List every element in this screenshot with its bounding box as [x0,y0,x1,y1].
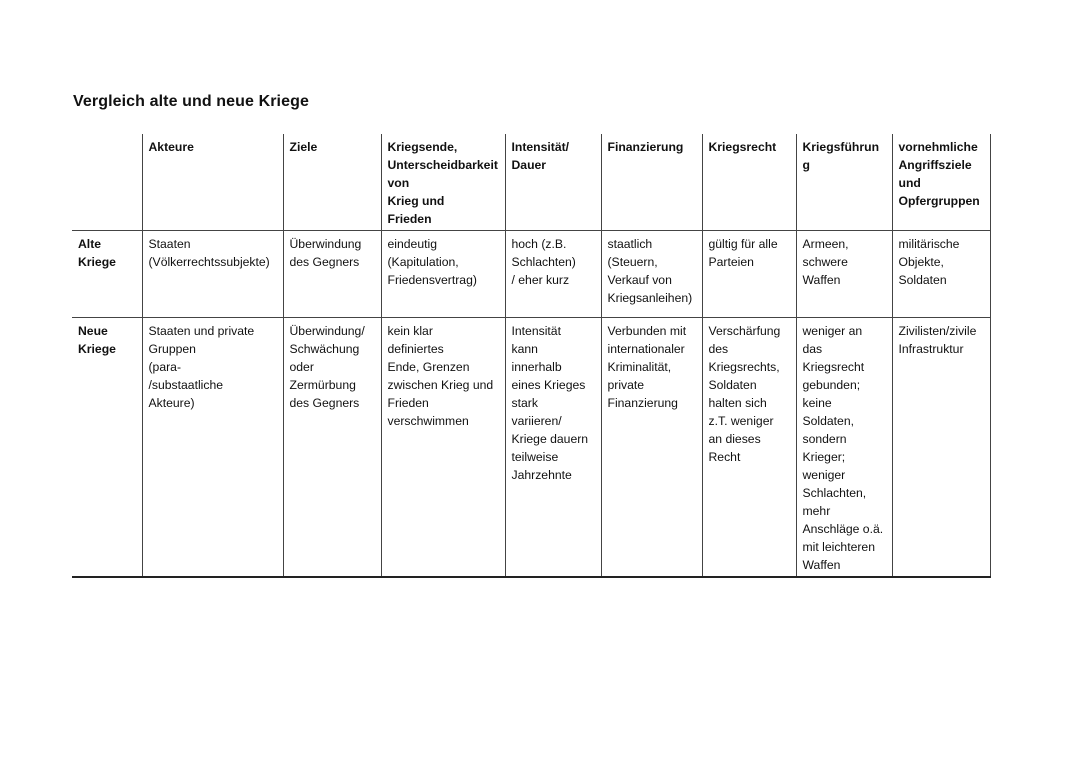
cell-neue-akteure: Staaten und private Gruppen (para- /substaatliche Akteure) [142,318,283,578]
cell-neue-kriegsfuehrung: weniger an das Kriegsrecht gebunden; keine Soldaten, sondern Krieger; weniger Schlachten, mehr Anschläge o.ä. mit leichteren Waffen [796,318,892,578]
column-header-kriegsrecht: Kriegsrecht [702,134,796,231]
cell-neue-ziele: Überwindung/ Schwächung oder Zermürbung des Gegners [283,318,381,578]
column-header-kriegsende: Kriegsende, Unterscheidbarkeit von Krieg und Frieden [381,134,505,231]
document-title: Vergleich alte und neue Kriege [73,93,309,110]
column-header-kriegsfuehrung: Kriegsführung [796,134,892,231]
cell-alte-kriegsrecht: gültig für alle Parteien [702,231,796,318]
cell-alte-ziele: Überwindung des Gegners [283,231,381,318]
row-header-neue-kriege: Neue Kriege [72,318,142,578]
cell-neue-intensitaet: Intensität kann innerhalb eines Krieges stark variieren/ Kriege dauern teilweise Jahrzehnte [505,318,601,578]
cell-alte-kriegsende: eindeutig (Kapitulation, Friedensvertrag) [381,231,505,318]
cell-neue-angriffsziele: Zivilisten/zivile Infrastruktur [892,318,990,578]
cell-alte-intensitaet: hoch (z.B. Schlachten) / eher kurz [505,231,601,318]
comparison-table [72,134,991,578]
header-corner-cell [72,134,142,231]
column-header-ziele: Ziele [283,134,381,231]
cell-neue-kriegsende: kein klar definiertes Ende, Grenzen zwischen Krieg und Frieden verschwimmen [381,318,505,578]
column-header-angriffsziele: vornehmliche Angriffsziele und Opfergruppen [892,134,990,231]
column-header-akteure: Akteure [142,134,283,231]
column-header-finanzierung: Finanzierung [601,134,702,231]
row-header-alte-kriege: Alte Kriege [72,231,142,318]
table-row-alte-kriege [72,231,990,318]
cell-neue-finanzierung: Verbunden mit internationaler Kriminalität, private Finanzierung [601,318,702,578]
header-row [72,134,990,231]
cell-alte-angriffsziele: militärische Objekte, Soldaten [892,231,990,318]
cell-alte-akteure: Staaten (Völkerrechtssubjekte) [142,231,283,318]
table-row-neue-kriege [72,318,990,578]
cell-neue-kriegsrecht: Verschärfung des Kriegsrechts, Soldaten halten sich z.T. weniger an dieses Recht [702,318,796,578]
cell-alte-finanzierung: staatlich (Steuern, Verkauf von Kriegsanleihen) [601,231,702,318]
cell-alte-kriegsfuehrung: Armeen, schwere Waffen [796,231,892,318]
column-header-intensitaet: Intensität/ Dauer [505,134,601,231]
